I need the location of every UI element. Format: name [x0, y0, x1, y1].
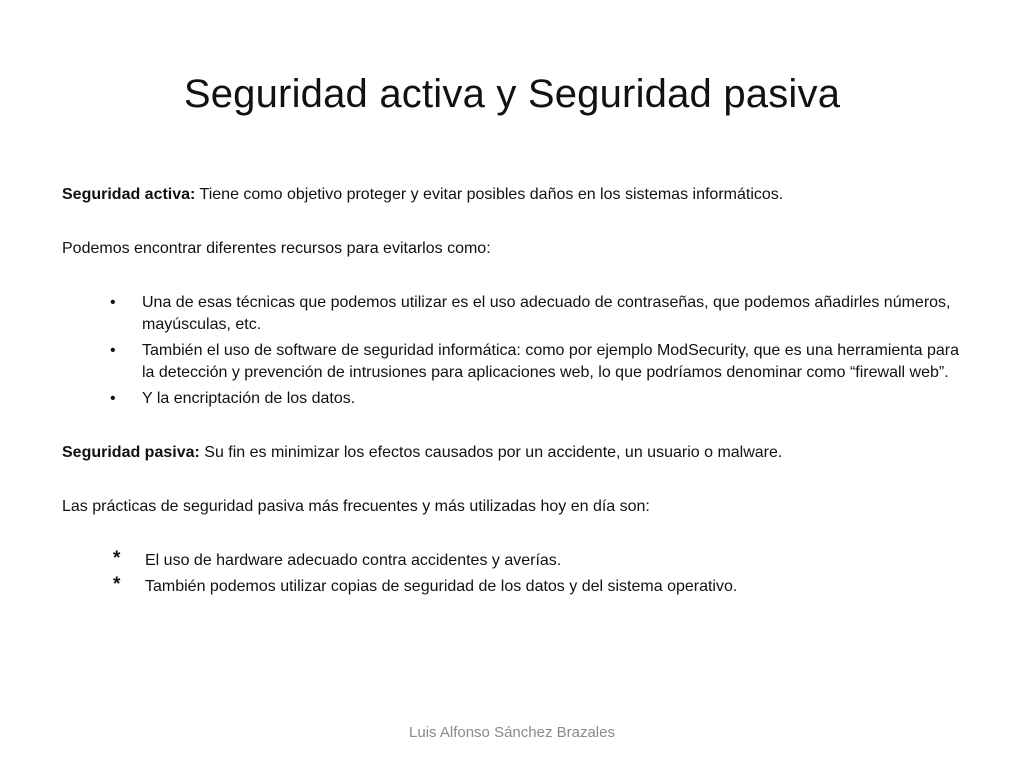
bullet-icon: •: [110, 294, 116, 311]
active-definition-text: Tiene como objetivo proteger y evitar posibles daños en los sistemas informáticos.: [195, 186, 784, 203]
active-label: Seguridad activa:: [62, 186, 196, 203]
list-item-text: También el uso de software de seguridad informática: como por ejemplo ModSecurity, que es una herramienta para la detección y prevención de intrusiones para aplicaciones web, lo que podríamos denominar como “firewall web”.: [142, 342, 960, 381]
active-bullet-list: [62, 292, 962, 410]
asterisk-icon: *: [113, 548, 121, 569]
passive-definition-text: Su fin es minimizar los efectos causados por un accidente, un usuario o malware.: [199, 444, 783, 461]
list-item: [62, 292, 962, 336]
passive-definition: [62, 442, 962, 464]
list-item-text: Una de esas técnicas que podemos utilizar es el uso adecuado de contraseñas, que podemos añadirles números, mayúsculas, etc.: [142, 294, 951, 333]
passive-intro: Las prácticas de seguridad pasiva más frecuentes y más utilizadas hoy en día son:: [62, 498, 650, 515]
active-definition: [62, 184, 962, 206]
passive-label: Seguridad pasiva:: [62, 444, 200, 461]
list-item-text: También podemos utilizar copias de seguridad de los datos y del sistema operativo.: [145, 578, 738, 595]
asterisk-icon: *: [113, 574, 121, 595]
slide-body: [62, 184, 962, 598]
list-item: [62, 550, 962, 572]
list-item: [62, 388, 962, 410]
active-intro: Podemos encontrar diferentes recursos para evitarlos como:: [62, 240, 491, 257]
bullet-icon: •: [110, 342, 116, 359]
list-item-text: El uso de hardware adecuado contra accidentes y averías.: [145, 552, 562, 569]
slide-title: Seguridad activa y Seguridad pasiva: [183, 72, 841, 116]
bullet-icon: •: [110, 390, 116, 407]
list-item: [62, 576, 962, 598]
list-item: [62, 340, 962, 384]
slide-footer-author: Luis Alfonso Sánchez Brazales: [409, 724, 615, 741]
passive-star-list: [62, 550, 962, 598]
list-item-text: Y la encriptación de los datos.: [142, 390, 356, 407]
